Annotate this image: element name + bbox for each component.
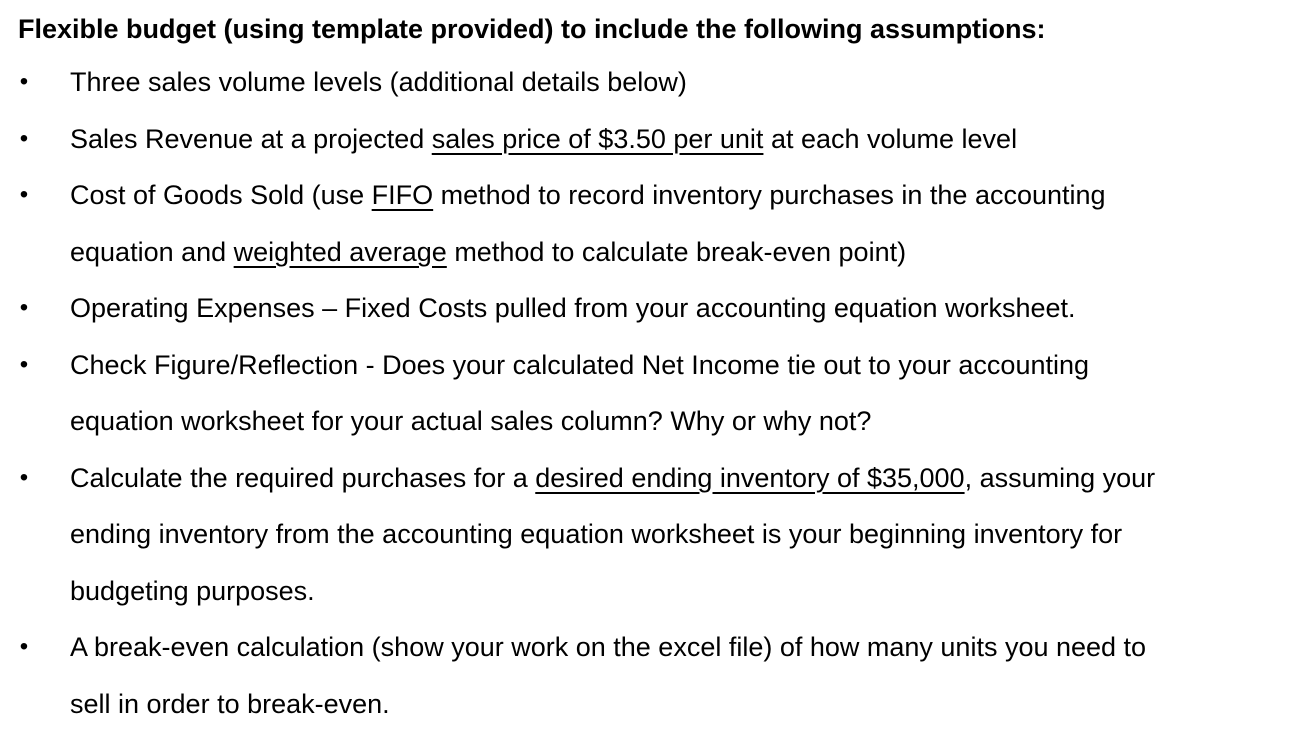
item-line <box>70 54 1300 111</box>
item-text: sell in order to break-even. <box>70 688 390 719</box>
item-line <box>70 167 1300 224</box>
item-text: budgeting purposes. <box>70 575 315 606</box>
item-text: ending inventory from the accounting equation worksheet is your beginning inventory for <box>70 519 1123 549</box>
list-item-required-purchases <box>18 450 1300 620</box>
item-text: Sales Revenue at a projected <box>70 123 432 154</box>
bullet-icon: • <box>19 294 29 321</box>
item-line <box>70 224 1300 281</box>
bullet-icon: • <box>19 181 29 208</box>
assumptions-list <box>18 54 1300 732</box>
item-text: Three sales volume levels (additional details below) <box>70 67 687 97</box>
item-text: , assuming your <box>964 462 1156 493</box>
item-line <box>70 280 1300 337</box>
item-line <box>70 111 1300 168</box>
item-text: equation and <box>70 236 234 267</box>
underlined-ending-inventory: desired ending inventory of $35,000 <box>535 462 965 493</box>
item-line <box>70 393 1300 450</box>
item-line <box>70 337 1300 394</box>
item-text: Operating Expenses – Fixed Costs pulled from your accounting equation worksheet. <box>70 293 1076 323</box>
item-line <box>70 676 1300 733</box>
list-item-sales-volume <box>18 54 1300 111</box>
item-text: Calculate the required purchases for a <box>70 462 536 493</box>
underlined-weighted-average: weighted average <box>233 236 447 267</box>
list-item-operating-expenses <box>18 280 1300 337</box>
list-item-cost-of-goods-sold <box>18 167 1300 280</box>
item-line <box>70 506 1300 563</box>
item-text: at each volume level <box>763 123 1018 154</box>
item-text: equation worksheet for your actual sales column? Why or why not? <box>70 406 872 436</box>
document-heading: Flexible budget (using template provided) to include the following assumptions: <box>18 14 1046 44</box>
underlined-fifo: FIFO <box>371 180 434 210</box>
bullet-icon: • <box>19 68 29 95</box>
list-item-sales-revenue <box>18 111 1300 168</box>
item-line <box>70 619 1300 676</box>
item-line <box>70 450 1300 507</box>
item-line <box>70 563 1300 620</box>
bullet-icon: • <box>19 124 29 152</box>
list-item-check-figure <box>18 337 1300 450</box>
underlined-sales-price: sales price of $3.50 per unit <box>431 123 764 154</box>
item-text: method to record inventory purchases in the accounting <box>433 180 1106 210</box>
bullet-icon: • <box>19 350 29 378</box>
item-text: method to calculate break-even point) <box>446 236 907 267</box>
item-text: Check Figure/Reflection - Does your calculated Net Income tie out to your accounting <box>70 349 1090 380</box>
item-text: A break-even calculation (show your work on the excel file) of how many units you need to <box>70 632 1147 662</box>
bullet-icon: • <box>19 463 29 491</box>
list-item-break-even <box>18 619 1300 732</box>
bullet-icon: • <box>19 633 29 660</box>
item-text: Cost of Goods Sold (use <box>70 180 372 210</box>
